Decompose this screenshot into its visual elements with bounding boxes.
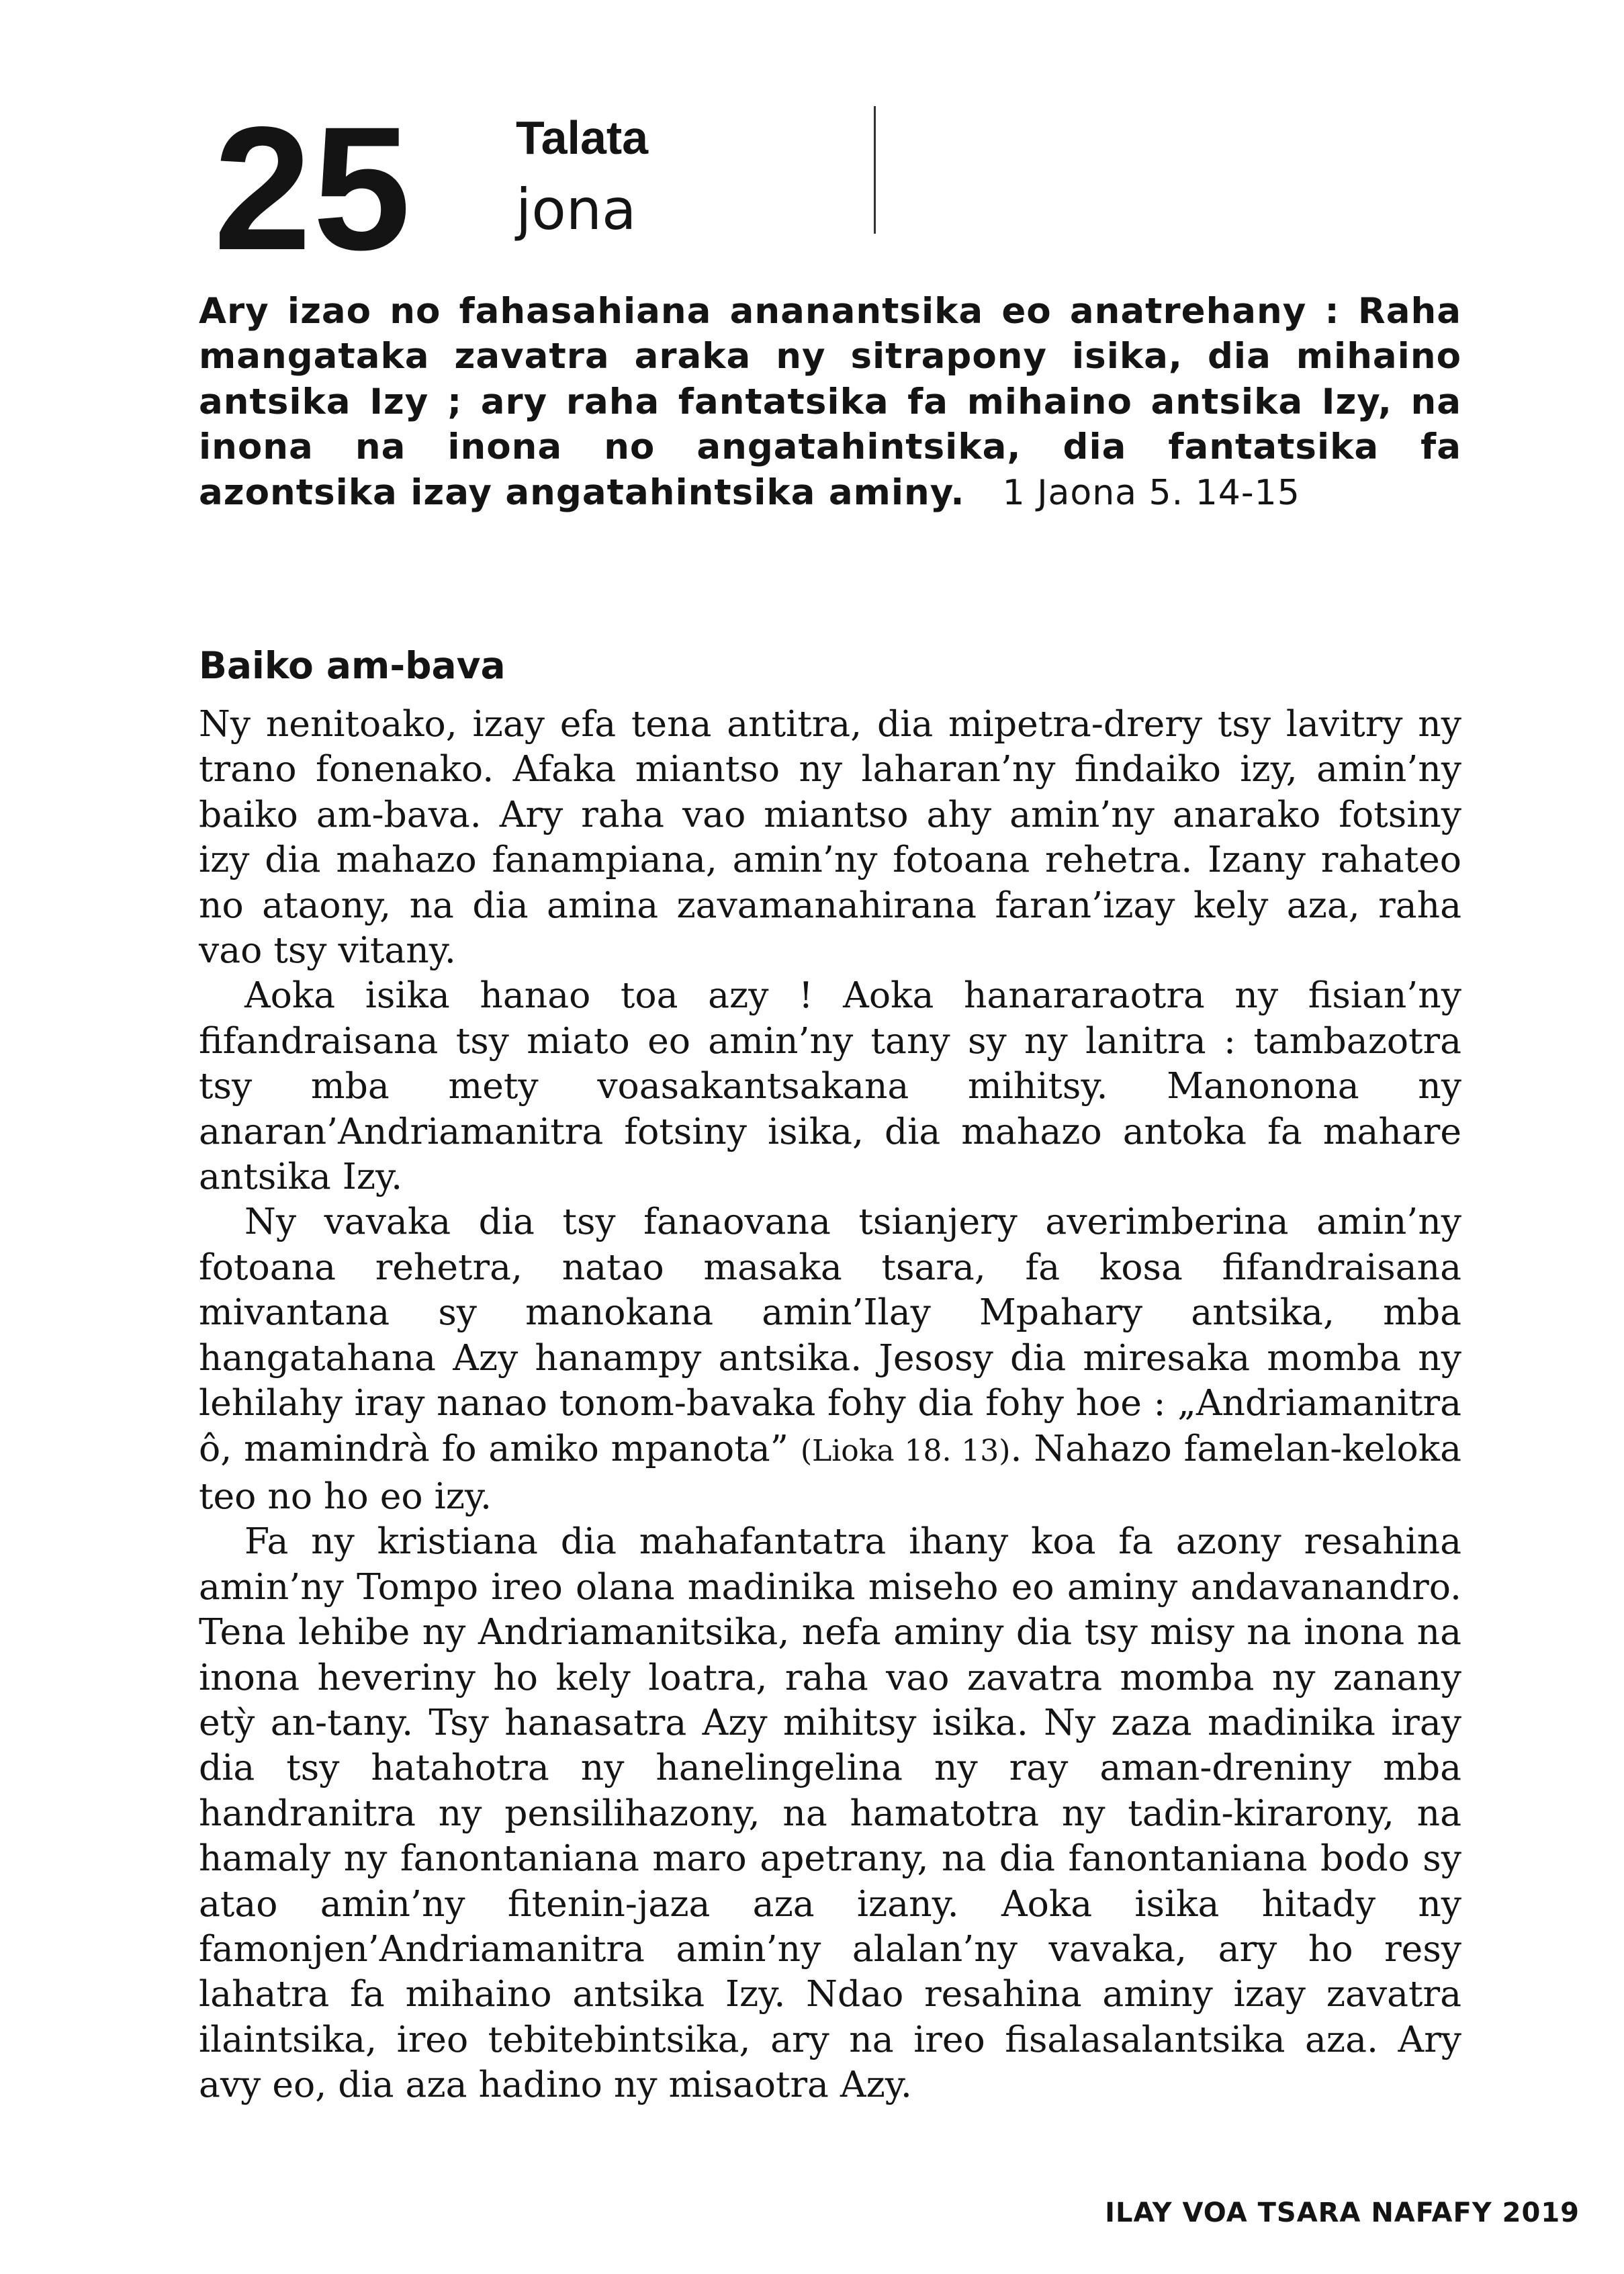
- weekday-label: Talata: [516, 111, 649, 164]
- paragraph-3-text: Ny vavaka dia tsy fanaovana tsianjery averimberina amin’ny fotoana rehetra, natao masaka tsara, fa kosa fifandraisana mivantana sy manokana amin’Ilay Mpahary antsika, mba hangatahana Azy hanampy antsika. Jesosy dia miresaka momba ny lehilahy iray nanao tonom-bavaka fohy dia fohy hoe : „Andriamanitra ô, mamindrà fo amiko mpanota”: [199, 1200, 1461, 1469]
- verse-text: Ary izao no fahasahiana ananantsika eo anatrehany : Raha mangataka zavatra araka ny sitrapony isika, dia mihaino antsika Izy ; ary raha fantatsika fa mihaino antsika Izy, na inona na inona no angatahintsika, dia fantatsika fa azontsika izay angatahintsika aminy.: [199, 291, 1461, 513]
- month-label: jona: [516, 177, 637, 242]
- paragraph-3-tail: . Nahazo famelan-keloka teo no ho eo izy.: [199, 1426, 1461, 1517]
- day-number: 25: [214, 90, 412, 287]
- footer-publication: ILAY VOA TSARA NAFAFY 2019: [1105, 2197, 1580, 2228]
- scripture-citation: (Lioka 18. 13): [800, 1433, 1011, 1468]
- paragraph-4: Fa ny kristiana dia mahafantatra ihany koa fa azony resahina amin’ny Tompo ireo olana madinika miseho eo aminy andavanandro. Tena lehibe ny Andriamanitsika, nefa aminy dia tsy misy na inona na inona heveriny ho kely loatra, raha vao zavatra momba ny zanany etỳ an-tany. Tsy hanasatra Azy mihitsy isika. Ny zaza madinika iray dia tsy hatahotra ny hanelingelina ny ray aman-dreniny mba handranitra ny pensilihazony, na hamatotra ny tadin-kirarony, na hamaly ny fanontaniana maro apetrany, na dia fanontaniana bodo sy atao amin’ny fitenin-jaza aza izany. Aoka isika hitady ny famonjen’Andriamanitra amin’ny alalan’ny vavaka, ary ho resy lahatra fa mihaino antsika Izy. Ndao resahina aminy izay zavatra ilaintsika, ireo tebitebintsika, ary na ireo fisalasalantsika aza. Ary avy eo, dia aza hadino ny misaotra Azy.: [199, 1520, 1461, 2106]
- paragraph-3: [199, 1199, 1461, 1518]
- header-divider: [874, 106, 876, 234]
- bible-verse: [199, 289, 1461, 516]
- section-heading: Baiko am-bava: [199, 644, 506, 687]
- devotional-body: [199, 701, 1461, 2107]
- paragraph-1: Ny nenitoako, izay efa tena antitra, dia mipetra-drery tsy lavitry ny trano fonenako. Afaka miantso ny laharan’ny findaiko izy, amin’ny baiko am-bava. Ary raha vao miantso ahy amin’ny anarako fotsiny izy dia mahazo fanampiana, amin’ny fotoana rehetra. Izany rahateo no ataony, na dia amina zavamanahirana faran’izay kely aza, raha vao tsy vitany.: [199, 702, 1461, 972]
- verse-reference: 1 Jaona 5. 14-15: [1002, 472, 1300, 513]
- paragraph-2: Aoka isika hanao toa azy ! Aoka hanararaotra ny fisian’ny fifandraisana tsy miato eo amin’ny tany sy ny lanitra : tambazotra tsy mba mety voasakantsakana mihitsy. Manonona ny anaran’Andriamanitra fotsiny isika, dia mahazo antoka fa mahare antsika Izy.: [199, 974, 1461, 1198]
